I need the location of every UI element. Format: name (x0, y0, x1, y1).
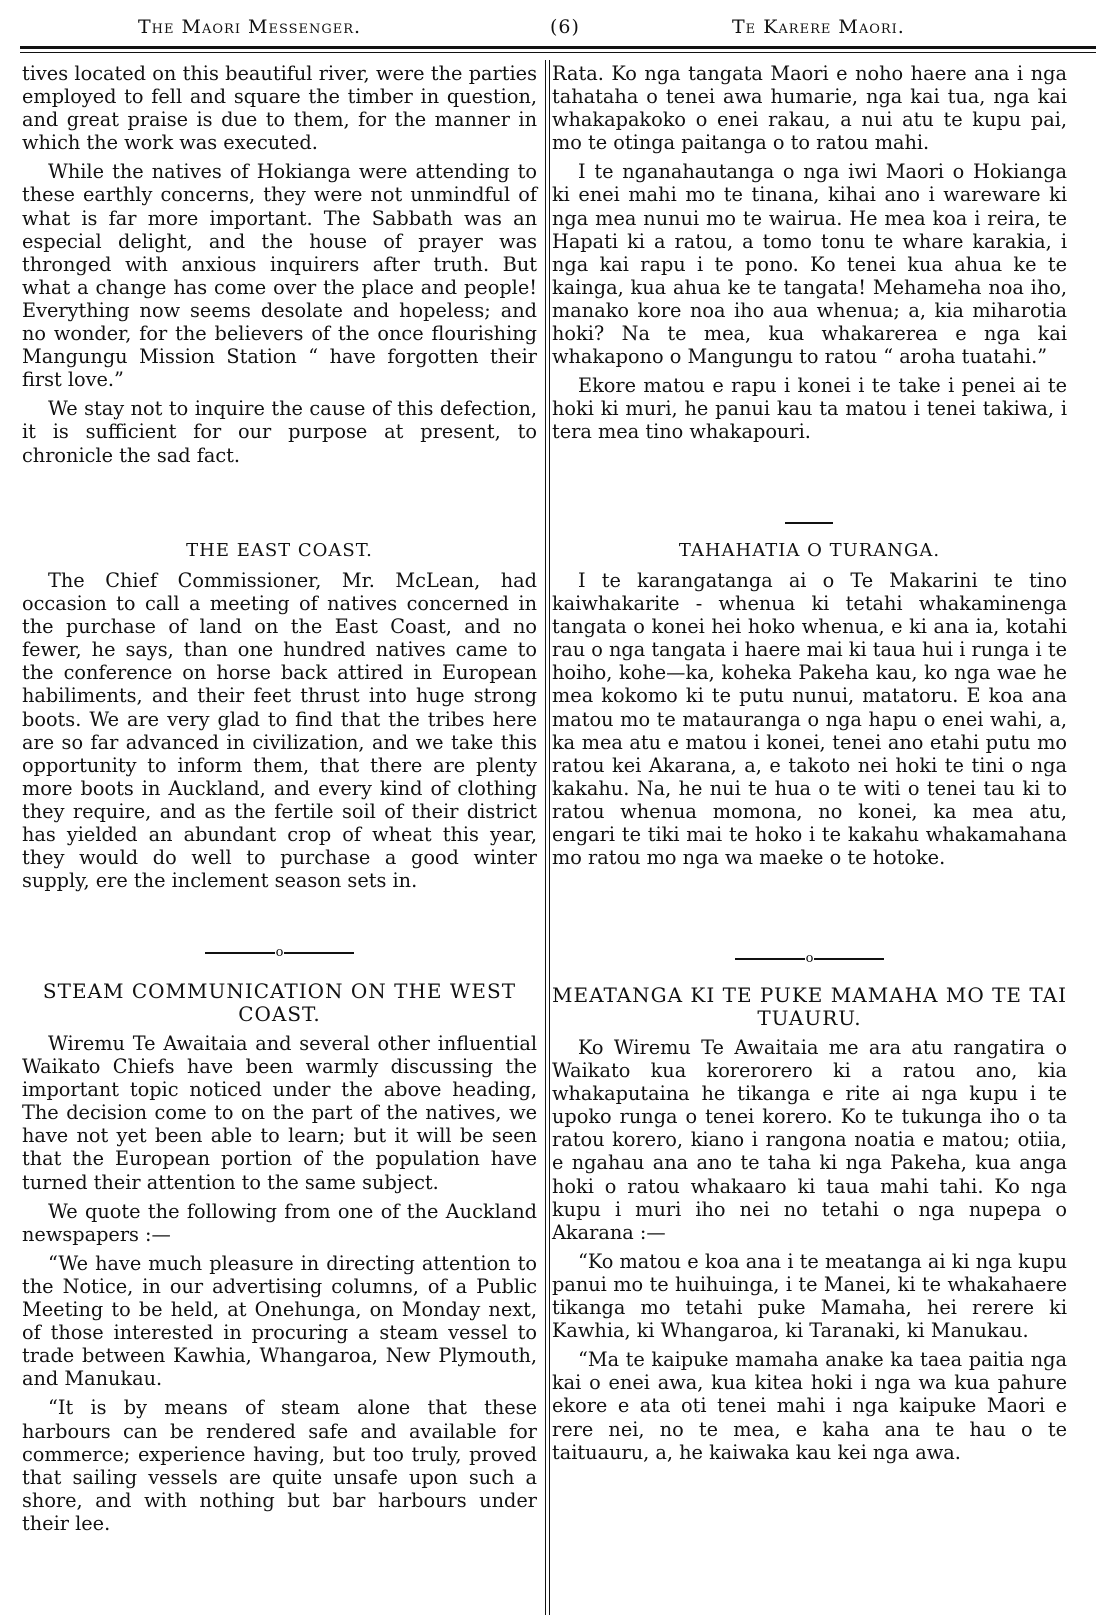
section-heading: TAHAHATIA O TURANGA. (678, 540, 941, 561)
article-paragraph: Rata. Ko nga tangata Maori e noho haere ana i nga tahataha o tenei awa humarie, nga kai tua, nga kai whakapakoko o enei rakau, a nui atu te kupu pai, mo te otinga paitanga o to ratou mahi. (552, 62, 1067, 155)
hokianga-article-english (22, 62, 537, 473)
article-paragraph: While the natives of Hokianga were attending to these earthly concerns, they were not unmindful of what is far more important. The Sabbath was an especial delight, and the house of prayer was thronged with anxious inquirers after truth. But what a change has come over the place and people! Everything now seems desolate and hopeless; and no wonder, for the believers of the once flourishing Mangungu Mission Station “ have forgotten their first love.” (22, 160, 537, 392)
column-divider (545, 60, 546, 1615)
column-divider-second (549, 60, 550, 1615)
short-rule (785, 522, 833, 524)
header-rule-thin (20, 52, 1096, 53)
article-paragraph: I te karangatanga ai o Te Makarini te tino kaiwhakarite - whenua ki tetahi whakaminenga tangata o konei hei hoko whenua, e ki ana ia, kotahi rau o nga tangata i haere mai ki taua hui i runga i te hoiho, kohe—ka, koheka Pakeha kau, ko nga wae he mea kokomo ki te putu nunui, matatoru. E koa ana matou mo te matauranga o nga hapu o enei wahi, a, ka mea atu e matou i konei, tenei ano etahi putu mo ratou kei Akarana, a, e takoto nei hoki te tini o nga kakahu. Na, he nui te hua o te witi o tenei tau ki to ratou whenua momona, no konei, ka mea atu, engari te tiki mai te hoko i te kakahu whakamahana mo ratou mo nga wa maeke o te hotoke. (552, 569, 1067, 870)
article-paragraph: We stay not to inquire the cause of this defection, it is sufficient for our purpose at present, to chronicle the sad fact. (22, 397, 537, 467)
turanga-article (552, 540, 1067, 875)
page-header (20, 0, 1096, 44)
section-heading: THE EAST COAST. (186, 540, 373, 561)
article-paragraph: “It is by means of steam alone that these harbours can be rendered safe and available for commerce; experience having, but too truly, proved that sailing vessels are quite unsafe upon such a shore, and with nothing but bar harbours under their lee. (22, 1396, 537, 1535)
article-paragraph: We quote the following from one of the Auckland newspapers :— (22, 1199, 537, 1246)
article-paragraph: “Ko matou e koa ana i te meatanga ai ki nga kupu panui mo te huihuinga, i te Manei, ki te whakahaere tikanga mo tetahi puke Mamaha, hei rerere ki Kawhia, ki Whangaroa, ki Taranaki, ki Manukau. (552, 1249, 1067, 1343)
article-paragraph: I te nganahautanga o nga iwi Maori o Hokianga ki enei mahi mo te tinana, kihai ano i wareware ki nga mea nunui mo te wairua. He mea koa i reira, te Hapati ki a ratou, a tomo tonu te whare karakia, i nga kai rapu i te pono. Ko tenei kua ahua ke te kainga, kua ahua ke te tangata! Mehameha noa iho, manako kore noa iho aua whenua; a, kia miharotia hoki? Na te mea, kua whakarerea e nga kai whakapono o Mangungu to ratou “ aroha tuatahi.” (552, 160, 1067, 369)
masthead-english: The Maori Messenger. (138, 16, 362, 38)
steam-article-maori (552, 984, 1067, 1470)
page-number: (6) (550, 16, 580, 38)
header-rule-thick (20, 46, 1096, 49)
section-heading: STEAM COMMUNICATION ON THE WEST COAST. (42, 979, 517, 1026)
article-paragraph: Ekore matou e rapu i konei i te take i penei ai te hoki ki muri, he panui kau ta matou i tenei takiwa, i tera mea tino whakapouri. (552, 374, 1067, 444)
article-paragraph: tives located on this beautiful river, were the parties employed to fell and square the timber in question, and great praise is due to them, for the manner in which the work was executed. (22, 62, 537, 155)
section-divider: o (22, 942, 537, 961)
article-paragraph: “Ma te kaipuke mamaha anake ka taea paitia nga kai o enei awa, kua kitea hoki i nga wa kua pahure ekore e ata oti tenei mahi i nga kaipuke Maori e rere nei, no te mea, e kaha ana te hau o te taituauru, a, he kaiwaka kau kei nga awa. (552, 1348, 1067, 1464)
masthead-maori: Te Karere Maori. (732, 16, 905, 38)
article-paragraph: The Chief Commissioner, Mr. McLean, had occasion to call a meeting of natives concerned in the purchase of land on the East Coast, and no fewer, he says, than one hundred natives came to the conference on horse back attired in European habiliments, and their feet thrust into huge strong boots. We are very glad to find that the tribes here are so far advanced in civilization, and we take this opportunity to inform them, that there are plenty more boots in Auckland, and every kind of clothing they require, and as the fertile soil of their district has yielded an abundant crop of wheat this year, they would do well to purchase a good winter supply, ere the inclement season sets in. (22, 569, 537, 893)
east-coast-article (22, 540, 537, 898)
hokianga-article-maori (552, 62, 1067, 450)
steam-article-english (22, 980, 537, 1541)
article-paragraph: “We have much pleasure in directing attention to the Notice, in our advertising columns, of a Public Meeting to be held, at Onehunga, on Monday next, of those interested in procuring a steam vessel to trade between Kawhia, Whangaroa, New Plymouth, and Manukau. (22, 1251, 537, 1391)
article-paragraph: Wiremu Te Awaitaia and several other influential Waikato Chiefs have been warmly discussing the important topic noticed under the above heading, The decision come to on the part of the natives, we have not yet been able to learn; but it will be seen that the European portion of the population have turned their attention to the same subject. (22, 1032, 537, 1194)
section-heading: MEATANGA KI TE PUKE MAMAHA MO TE TAI TUAURU. (552, 983, 1067, 1030)
section-divider: o (552, 948, 1067, 967)
article-paragraph: Ko Wiremu Te Awaitaia me ara atu rangatira o Waikato kua korerorero ki a ratou ano, kia whakaputaina he tikanga e rite ai nga kupu i te upoko runga o tenei korero. Ko te tukunga iho o ta ratou korero, kiano i rangona noatia e matou; otiia, e ngahau ana ano te taha ki nga Pakeha, kua anga hoki o ratou whakaaro ki taua mahi tahi. Ko nga kupu i muri iho nei no tetahi o nga nupepa o Akarana :— (552, 1036, 1067, 1244)
